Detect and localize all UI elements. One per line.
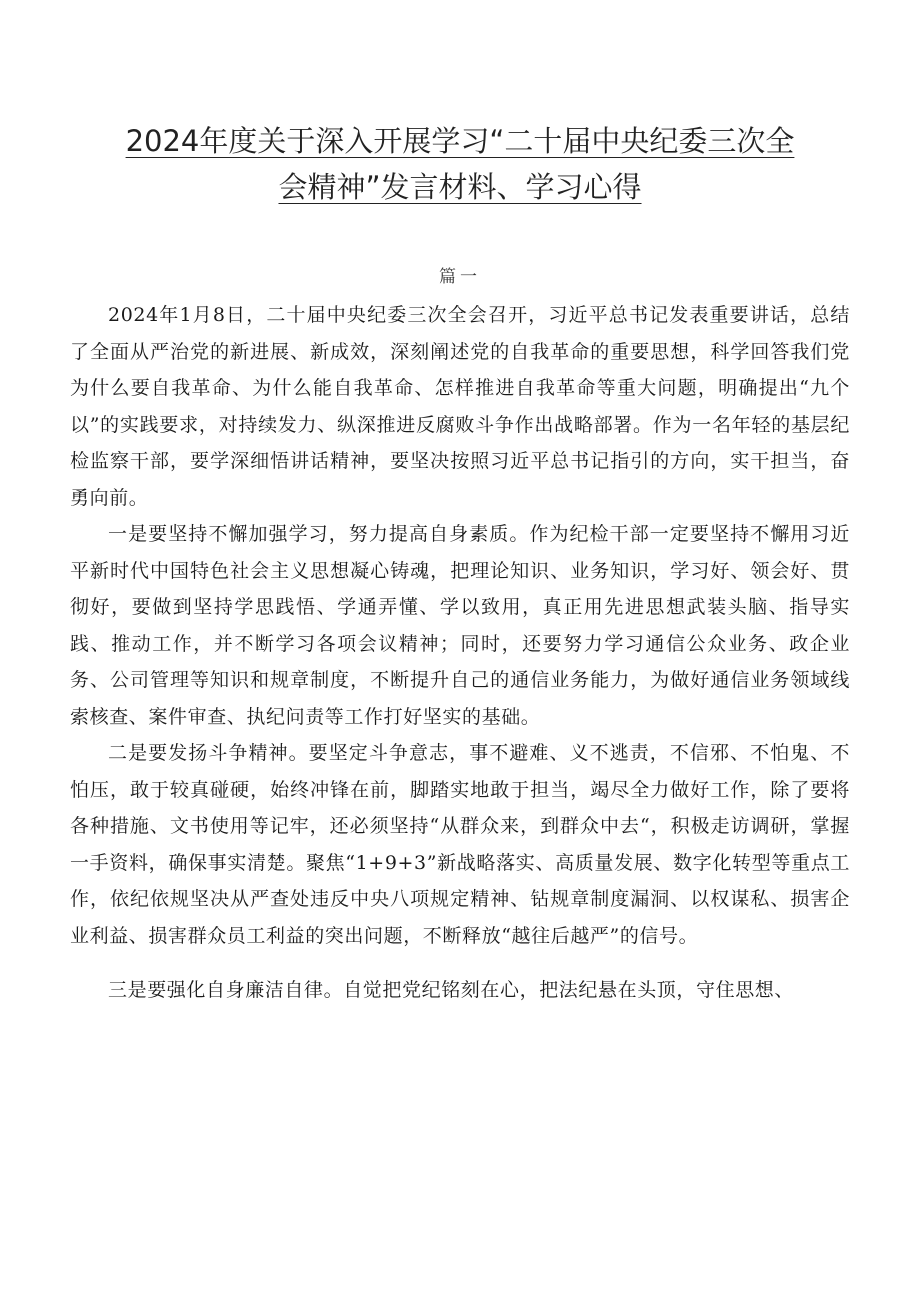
paragraph-point-3: 三是要强化自身廉洁自律。自觉把党纪铭刻在心，把法纪悬在头顶，守住思想、 bbox=[108, 979, 795, 1001]
document-title bbox=[60, 118, 860, 210]
title-line-1: 2024年度关于深入开展学习“二十届中央纪委三次全 bbox=[125, 124, 795, 158]
title-line-2: 会精神”发言材料、学习心得 bbox=[278, 170, 642, 204]
document-body bbox=[70, 297, 850, 1009]
section-label: 篇一 bbox=[439, 267, 481, 287]
paragraph-intro: 2024年1月8日，二十届中央纪委三次全会召开，习近平总书记发表重要讲话，总结了全面从严治党的新进展、新成效，深刻阐述党的自我革命的重要思想，科学回答我们党为什么要自我革命、为什么能自我革命、怎样推进自我革命等重大问题，明确提出“九个以”的实践要求，对持续发力、纵深推进反腐败斗争作出战略部署。作为一名年轻的基层纪检监察干部，要学深细悟讲话精神，要坚决按照习近平总书记指引的方向，实干担当，奋勇向前。 bbox=[70, 304, 850, 509]
paragraph-point-1: 一是要坚持不懈加强学习，努力提高自身素质。作为纪检干部一定要坚持不懈用习近平新时代中国特色社会主义思想凝心铸魂，把理论知识、业务知识，学习好、领会好、贯彻好，要做到坚持学思践悟、学通弄懂、学以致用，真正用先进思想武装头脑、指导实践、推动工作，并不断学习各项会议精神；同时，还要努力学习通信公众业务、政企业务、公司管理等知识和规章制度，不断提升自己的通信业务能力，为做好通信业务领域线索核查、案件审查、执纪问责等工作打好坚实的基础。 bbox=[70, 523, 850, 728]
paragraph-point-2: 二是要发扬斗争精神。要坚定斗争意志，事不避难、义不逃责，不信邪、不怕鬼、不怕压，敢于较真碰硬，始终冲锋在前，脚踏实地敢于担当，竭尽全力做好工作，除了要将各种措施、文书使用等记牢，还必须坚持“从群众来，到群众中去“，积极走访调研，掌握一手资料，确保事实清楚。聚焦“1+9+3”新战略落实、高质量发展、数字化转型等重点工作，依纪依规坚决从严查处违反中央八项规定精神、钻规章制度漏洞、以权谋私、损害企业利益、损害群众员工利益的突出问题，不断释放“越往后越严”的信号。 bbox=[70, 742, 850, 947]
